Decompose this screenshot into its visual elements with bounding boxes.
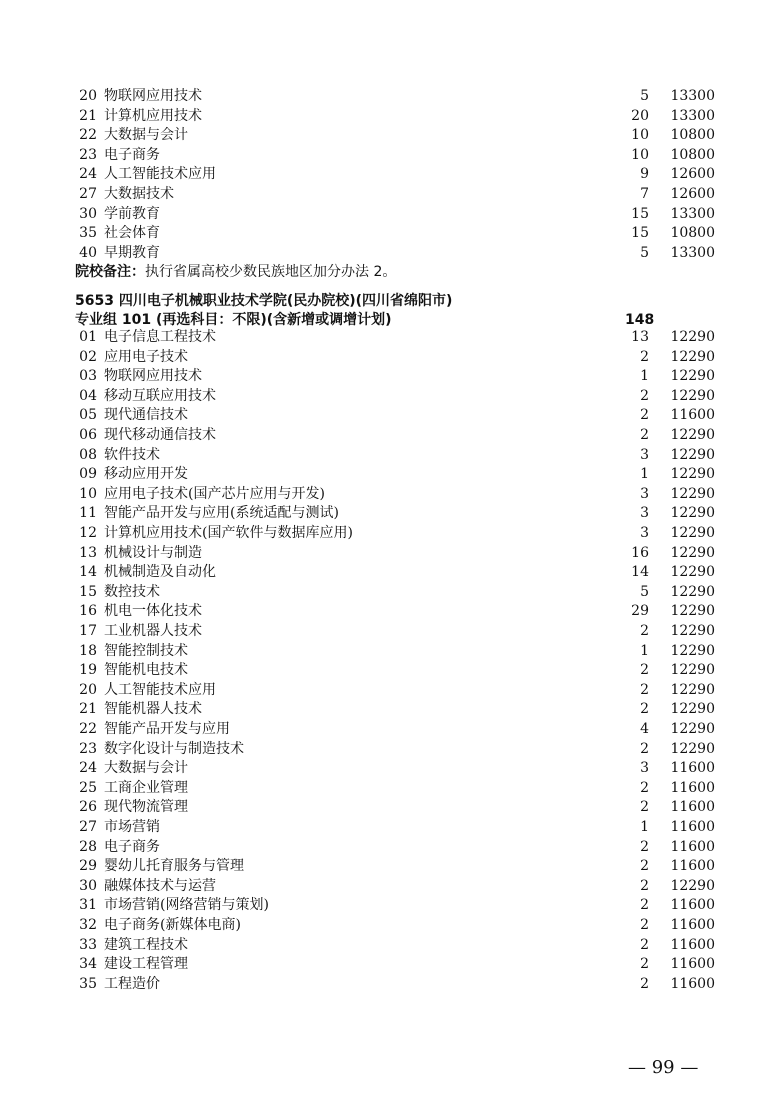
tuition-fee: 13300 xyxy=(670,205,715,222)
program-code: 22 xyxy=(79,127,97,144)
program-name: 物联网应用技术 xyxy=(104,368,202,385)
table-row xyxy=(0,680,777,700)
tuition-fee: 12290 xyxy=(670,544,715,561)
tuition-fee: 11600 xyxy=(670,819,715,835)
program-code: 32 xyxy=(79,917,97,933)
program-code: 04 xyxy=(79,387,97,404)
page-number: — 99 — xyxy=(628,1057,699,1078)
program-name: 工业机器人技术 xyxy=(104,623,202,639)
program-name: 建筑工程技术 xyxy=(104,936,188,953)
table-row xyxy=(0,837,777,857)
program-code: 05 xyxy=(79,407,97,424)
program-name: 软件技术 xyxy=(104,446,160,463)
enrollment-count: 2 xyxy=(640,956,649,973)
tuition-fee: 11600 xyxy=(670,858,715,875)
enrollment-count: 5 xyxy=(640,583,649,600)
tuition-fee: 12290 xyxy=(670,662,715,679)
program-code: 23 xyxy=(79,146,97,163)
program-code: 40 xyxy=(79,244,97,261)
program-name: 移动互联应用技术 xyxy=(104,387,216,404)
tuition-fee: 12290 xyxy=(670,721,715,737)
table-row xyxy=(0,797,777,817)
program-code: 17 xyxy=(79,623,97,639)
table-row xyxy=(0,895,777,915)
enrollment-count: 1 xyxy=(640,642,649,659)
program-name: 融媒体技术与运营 xyxy=(104,877,216,894)
table-row xyxy=(0,601,777,621)
program-code: 15 xyxy=(79,583,97,600)
table-row xyxy=(0,503,777,523)
enrollment-count: 5 xyxy=(640,88,649,104)
program-name: 应用电子技术 xyxy=(104,348,188,365)
table-row xyxy=(0,915,777,935)
enrollment-count: 2 xyxy=(640,701,649,718)
program-code: 03 xyxy=(79,368,97,385)
tuition-fee: 10800 xyxy=(670,127,715,144)
program-code: 22 xyxy=(79,721,97,737)
program-name: 智能控制技术 xyxy=(104,642,188,659)
program-code: 27 xyxy=(79,186,97,202)
school-title: 5653 四川电子机械职业技术学院(民办院校)(四川省绵阳市) xyxy=(75,293,453,309)
enrollment-count: 3 xyxy=(640,525,649,541)
enrollment-count: 1 xyxy=(640,368,649,385)
program-name: 学前教育 xyxy=(104,205,160,222)
enrollment-count: 10 xyxy=(631,127,649,144)
tuition-fee: 12600 xyxy=(670,166,715,183)
table-row xyxy=(0,145,777,165)
table-row xyxy=(0,347,777,367)
enrollment-count: 2 xyxy=(640,897,649,914)
program-name: 婴幼儿托育服务与管理 xyxy=(104,858,244,875)
enrollment-count: 1 xyxy=(640,466,649,483)
tuition-fee: 13300 xyxy=(670,107,715,124)
program-code: 10 xyxy=(79,485,97,502)
program-name: 机械设计与制造 xyxy=(104,544,202,561)
program-code: 28 xyxy=(79,838,97,855)
tuition-fee: 11600 xyxy=(670,936,715,953)
tuition-fee: 12290 xyxy=(670,642,715,659)
tuition-fee: 12290 xyxy=(670,466,715,483)
program-name: 现代通信技术 xyxy=(104,407,188,424)
enrollment-count: 3 xyxy=(640,446,649,463)
tuition-fee: 12290 xyxy=(670,329,715,345)
enrollment-count: 2 xyxy=(640,917,649,933)
table-row xyxy=(0,778,777,798)
enrollment-count: 7 xyxy=(640,186,649,202)
enrollment-count: 15 xyxy=(631,205,649,222)
table-row xyxy=(0,464,777,484)
enrollment-count: 2 xyxy=(640,681,649,698)
table-row xyxy=(0,327,777,347)
enrollment-count: 2 xyxy=(640,858,649,875)
program-code: 06 xyxy=(79,427,97,443)
enrollment-count: 2 xyxy=(640,407,649,424)
enrollment-count: 3 xyxy=(640,505,649,522)
program-group-title: 专业组 101 (再选科目：不限)(含新增或调增计划) xyxy=(75,312,392,328)
table-row xyxy=(0,876,777,896)
enrollment-count: 3 xyxy=(640,760,649,777)
table-row xyxy=(0,543,777,563)
program-name: 电子商务 xyxy=(104,838,160,855)
enrollment-count: 10 xyxy=(631,146,649,163)
program-code: 23 xyxy=(79,740,97,757)
table-row xyxy=(0,699,777,719)
tuition-fee: 11600 xyxy=(670,838,715,855)
tuition-fee: 12290 xyxy=(670,427,715,443)
tuition-fee: 12290 xyxy=(670,681,715,698)
table-row xyxy=(0,817,777,837)
tuition-fee: 11600 xyxy=(670,956,715,973)
program-code: 14 xyxy=(79,564,97,581)
program-code: 24 xyxy=(79,166,97,183)
program-name: 计算机应用技术 xyxy=(104,107,202,124)
program-code: 16 xyxy=(79,603,97,620)
enrollment-count: 2 xyxy=(640,838,649,855)
table-row xyxy=(0,719,777,739)
program-code: 35 xyxy=(79,975,97,992)
tuition-fee: 10800 xyxy=(670,146,715,163)
program-code: 30 xyxy=(79,205,97,222)
enrollment-count: 1 xyxy=(640,819,649,835)
program-code: 02 xyxy=(79,348,97,365)
program-name: 现代移动通信技术 xyxy=(104,427,216,443)
table-row xyxy=(0,974,777,994)
program-group-count: 148 xyxy=(625,312,655,328)
table-row xyxy=(0,405,777,425)
tuition-fee: 12290 xyxy=(670,583,715,600)
tuition-fee: 11600 xyxy=(670,897,715,914)
enrollment-count: 2 xyxy=(640,877,649,894)
tuition-fee: 12290 xyxy=(670,368,715,385)
tuition-fee: 12290 xyxy=(670,505,715,522)
table-row xyxy=(0,445,777,465)
enrollment-count: 2 xyxy=(640,662,649,679)
tuition-fee: 11600 xyxy=(670,917,715,933)
program-code: 09 xyxy=(79,466,97,483)
program-code: 08 xyxy=(79,446,97,463)
enrollment-count: 13 xyxy=(631,329,649,345)
program-code: 34 xyxy=(79,956,97,973)
school-note-label: 院校备注： xyxy=(75,264,145,280)
program-code: 21 xyxy=(79,107,97,124)
table-row xyxy=(0,425,777,445)
enrollment-count: 2 xyxy=(640,623,649,639)
program-code: 24 xyxy=(79,760,97,777)
table-row xyxy=(0,386,777,406)
table-row xyxy=(0,484,777,504)
program-name: 电子商务 xyxy=(104,146,160,163)
program-name: 电子信息工程技术 xyxy=(104,329,216,345)
table-row xyxy=(0,621,777,641)
enrollment-count: 2 xyxy=(640,387,649,404)
program-name: 数字化设计与制造技术 xyxy=(104,740,244,757)
program-name: 机械制造及自动化 xyxy=(104,564,216,581)
tuition-fee: 12290 xyxy=(670,701,715,718)
table-row xyxy=(0,660,777,680)
table-row xyxy=(0,582,777,602)
program-name: 工程造价 xyxy=(104,975,160,992)
tuition-fee: 11600 xyxy=(670,799,715,816)
program-code: 25 xyxy=(79,779,97,796)
program-name: 大数据与会计 xyxy=(104,127,188,144)
program-name: 机电一体化技术 xyxy=(104,603,202,620)
table-row xyxy=(0,204,777,224)
enrollment-count: 2 xyxy=(640,427,649,443)
enrollment-count: 2 xyxy=(640,779,649,796)
tuition-fee: 12290 xyxy=(670,525,715,541)
program-code: 29 xyxy=(79,858,97,875)
table-row xyxy=(0,641,777,661)
table-row xyxy=(0,243,777,263)
program-code: 20 xyxy=(79,681,97,698)
tuition-fee: 12290 xyxy=(670,740,715,757)
tuition-fee: 12290 xyxy=(670,877,715,894)
program-code: 20 xyxy=(79,88,97,104)
table-row xyxy=(0,954,777,974)
program-name: 人工智能技术应用 xyxy=(104,166,216,183)
program-code: 19 xyxy=(79,662,97,679)
tuition-fee: 12290 xyxy=(670,387,715,404)
table-row xyxy=(0,935,777,955)
program-name: 智能产品开发与应用 xyxy=(104,721,230,737)
program-name: 数控技术 xyxy=(104,583,160,600)
table-row xyxy=(0,164,777,184)
program-code: 13 xyxy=(79,544,97,561)
enrollment-count: 2 xyxy=(640,975,649,992)
program-name: 大数据技术 xyxy=(104,186,174,202)
program-code: 18 xyxy=(79,642,97,659)
tuition-fee: 12290 xyxy=(670,623,715,639)
program-code: 26 xyxy=(79,799,97,816)
enrollment-count: 4 xyxy=(640,721,649,737)
table-row xyxy=(0,856,777,876)
tuition-fee: 11600 xyxy=(670,975,715,992)
program-name: 人工智能技术应用 xyxy=(104,681,216,698)
enrollment-count: 9 xyxy=(640,166,649,183)
program-name: 大数据与会计 xyxy=(104,760,188,777)
table-row xyxy=(0,523,777,543)
enrollment-count: 2 xyxy=(640,348,649,365)
tuition-fee: 12290 xyxy=(670,603,715,620)
program-name: 智能机器人技术 xyxy=(104,701,202,718)
enrollment-count: 2 xyxy=(640,936,649,953)
program-name: 工商企业管理 xyxy=(104,779,188,796)
school-note xyxy=(75,262,396,282)
tuition-fee: 11600 xyxy=(670,760,715,777)
tuition-fee: 12290 xyxy=(670,485,715,502)
program-code: 33 xyxy=(79,936,97,953)
table-row xyxy=(0,758,777,778)
tuition-fee: 13300 xyxy=(670,244,715,261)
program-code: 12 xyxy=(79,525,97,541)
table-row xyxy=(0,366,777,386)
table-row xyxy=(0,106,777,126)
enrollment-count: 20 xyxy=(631,107,649,124)
enrollment-count: 5 xyxy=(640,244,649,261)
program-name: 市场营销 xyxy=(104,819,160,835)
table-row xyxy=(0,125,777,145)
enrollment-count: 16 xyxy=(631,544,649,561)
program-name: 智能机电技术 xyxy=(104,662,188,679)
tuition-fee: 12290 xyxy=(670,564,715,581)
program-name: 早期教育 xyxy=(104,244,160,261)
program-code: 30 xyxy=(79,877,97,894)
enrollment-count: 15 xyxy=(631,225,649,242)
program-code: 21 xyxy=(79,701,97,718)
program-code: 35 xyxy=(79,225,97,242)
program-code: 01 xyxy=(79,329,97,345)
tuition-fee: 10800 xyxy=(670,225,715,242)
tuition-fee: 13300 xyxy=(670,88,715,104)
program-code: 11 xyxy=(79,505,97,522)
program-name: 智能产品开发与应用(系统适配与测试) xyxy=(104,505,339,522)
school-note-text: 执行省属高校少数民族地区加分办法 2。 xyxy=(145,264,397,280)
tuition-fee: 12290 xyxy=(670,348,715,365)
enrollment-count: 2 xyxy=(640,799,649,816)
enrollment-count: 3 xyxy=(640,485,649,502)
tuition-fee: 11600 xyxy=(670,407,715,424)
tuition-fee: 12290 xyxy=(670,446,715,463)
program-name: 应用电子技术(国产芯片应用与开发) xyxy=(104,485,325,502)
program-name: 现代物流管理 xyxy=(104,799,188,816)
program-name: 社会体育 xyxy=(104,225,160,242)
program-name: 计算机应用技术(国产软件与数据库应用) xyxy=(104,525,353,541)
program-name: 市场营销(网络营销与策划) xyxy=(104,897,269,914)
tuition-fee: 12600 xyxy=(670,186,715,202)
program-name: 电子商务(新媒体电商) xyxy=(104,917,241,933)
program-name: 建设工程管理 xyxy=(104,956,188,973)
enrollment-count: 14 xyxy=(631,564,649,581)
table-row xyxy=(0,223,777,243)
table-row xyxy=(0,86,777,106)
program-name: 移动应用开发 xyxy=(104,466,188,483)
table-row xyxy=(0,739,777,759)
program-name: 物联网应用技术 xyxy=(104,88,202,104)
table-row xyxy=(0,184,777,204)
enrollment-count: 29 xyxy=(631,603,649,620)
program-code: 31 xyxy=(79,897,97,914)
table-row xyxy=(0,562,777,582)
program-code: 27 xyxy=(79,819,97,835)
enrollment-count: 2 xyxy=(640,740,649,757)
tuition-fee: 11600 xyxy=(670,779,715,796)
